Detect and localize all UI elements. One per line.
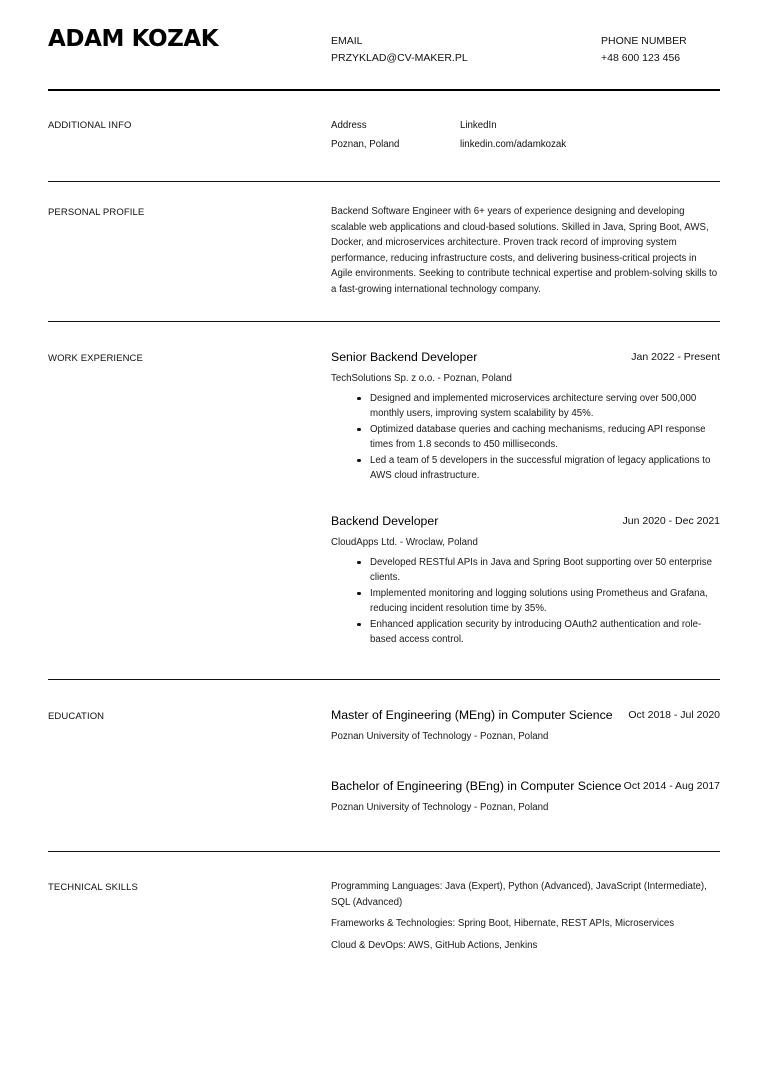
resume-page bbox=[48, 0, 720, 951]
job-position: Senior Backend Developer bbox=[331, 350, 478, 364]
address-block bbox=[331, 116, 399, 154]
work-experience-title: WORK EXPERIENCE bbox=[48, 353, 143, 364]
section-divider bbox=[48, 181, 720, 182]
education-entry bbox=[331, 707, 720, 745]
job-header bbox=[331, 513, 720, 531]
address-label: Address bbox=[331, 120, 367, 131]
email-value[interactable]: PRZYKLAD@CV-MAKER.PL bbox=[331, 52, 468, 64]
education-title: EDUCATION bbox=[48, 711, 105, 722]
job-entry bbox=[331, 513, 720, 648]
technical-skills-title: TECHNICAL SKILLS bbox=[48, 882, 138, 893]
job-bullet: Optimized database queries and caching mechanisms, reducing API response times from 1.8 seconds to 450 milliseconds. bbox=[370, 422, 720, 453]
skill-line: Programming Languages: Java (Expert), Python (Advanced), JavaScript (Intermediate), SQL (Advanced) bbox=[331, 881, 707, 908]
education-dates: Oct 2018 - Jul 2020 bbox=[628, 709, 720, 721]
header-divider bbox=[48, 89, 720, 91]
personal-profile-title: PERSONAL PROFILE bbox=[48, 207, 145, 218]
address-value: Poznan, Poland bbox=[331, 139, 400, 150]
job-position: Backend Developer bbox=[331, 514, 439, 528]
job-company: CloudApps Ltd. - Wroclaw, Poland bbox=[331, 537, 478, 548]
job-bullet: Designed and implemented microservices architecture serving over 500,000 monthly users, improving system scalability by 45%. bbox=[370, 391, 720, 422]
linkedin-link[interactable]: linkedin.com/adamkozak bbox=[460, 139, 567, 150]
email-block bbox=[331, 33, 468, 67]
job-bullets bbox=[331, 391, 720, 484]
job-bullet: Led a team of 5 developers in the successful migration of legacy applications to AWS cloud infrastructure. bbox=[370, 453, 720, 484]
job-entry bbox=[331, 349, 720, 484]
job-company: TechSolutions Sp. z o.o. - Poznan, Poland bbox=[331, 373, 512, 384]
skill-line: Frameworks & Technologies: Spring Boot, Hibernate, REST APIs, Microservices bbox=[331, 918, 675, 929]
education-entry bbox=[331, 778, 720, 816]
job-dates: Jan 2022 - Present bbox=[631, 351, 720, 363]
additional-info-title: ADDITIONAL INFO bbox=[48, 120, 132, 131]
job-dates: Jun 2020 - Dec 2021 bbox=[622, 515, 720, 527]
education-header bbox=[331, 707, 720, 725]
phone-value[interactable]: +48 600 123 456 bbox=[601, 52, 681, 64]
section-divider bbox=[48, 679, 720, 680]
school-name: Poznan University of Technology - Poznan, Poland bbox=[331, 802, 549, 813]
resume-header bbox=[48, 0, 720, 92]
degree-title: Bachelor of Engineering (BEng) in Computer Science bbox=[331, 779, 622, 793]
phone-label: PHONE NUMBER bbox=[601, 35, 687, 47]
section-divider bbox=[48, 851, 720, 852]
job-bullet: Implemented monitoring and logging solutions using Prometheus and Grafana, reducing incident resolution time by 35%. bbox=[370, 586, 720, 617]
skill-line: Cloud & DevOps: AWS, GitHub Actions, Jenkins bbox=[331, 939, 538, 951]
job-bullet: Developed RESTful APIs in Java and Spring Boot supporting over 50 enterprise clients. bbox=[370, 555, 720, 586]
candidate-name: ADAM KOZAK bbox=[48, 26, 219, 52]
personal-profile-text: Backend Software Engineer with 6+ years of experience designing and developing scalable web applications and cloud-based solutions. Skilled in Java, Spring Boot, AWS, Docker, and microservices architecture. Proven track record of improving system performance, reducing infrastructure costs, and delivering business-critical projects in Agile environments. Seeking to contribute technical expertise and problem-solving skills to a fast-growing international technology company. bbox=[331, 206, 718, 295]
section-divider bbox=[48, 321, 720, 322]
email-label: EMAIL bbox=[331, 35, 363, 47]
linkedin-label: LinkedIn bbox=[460, 120, 497, 131]
job-header bbox=[331, 349, 720, 367]
technical-skills-list bbox=[331, 879, 720, 959]
education-dates: Oct 2014 - Aug 2017 bbox=[623, 780, 720, 792]
job-bullet: Enhanced application security by introducing OAuth2 authentication and role-based access control. bbox=[370, 617, 720, 648]
phone-block bbox=[601, 33, 687, 67]
linkedin-block bbox=[460, 116, 566, 154]
school-name: Poznan University of Technology - Poznan, Poland bbox=[331, 731, 549, 742]
education-header bbox=[331, 778, 720, 796]
job-bullets bbox=[331, 555, 720, 648]
degree-title: Master of Engineering (MEng) in Computer Science bbox=[331, 708, 613, 722]
